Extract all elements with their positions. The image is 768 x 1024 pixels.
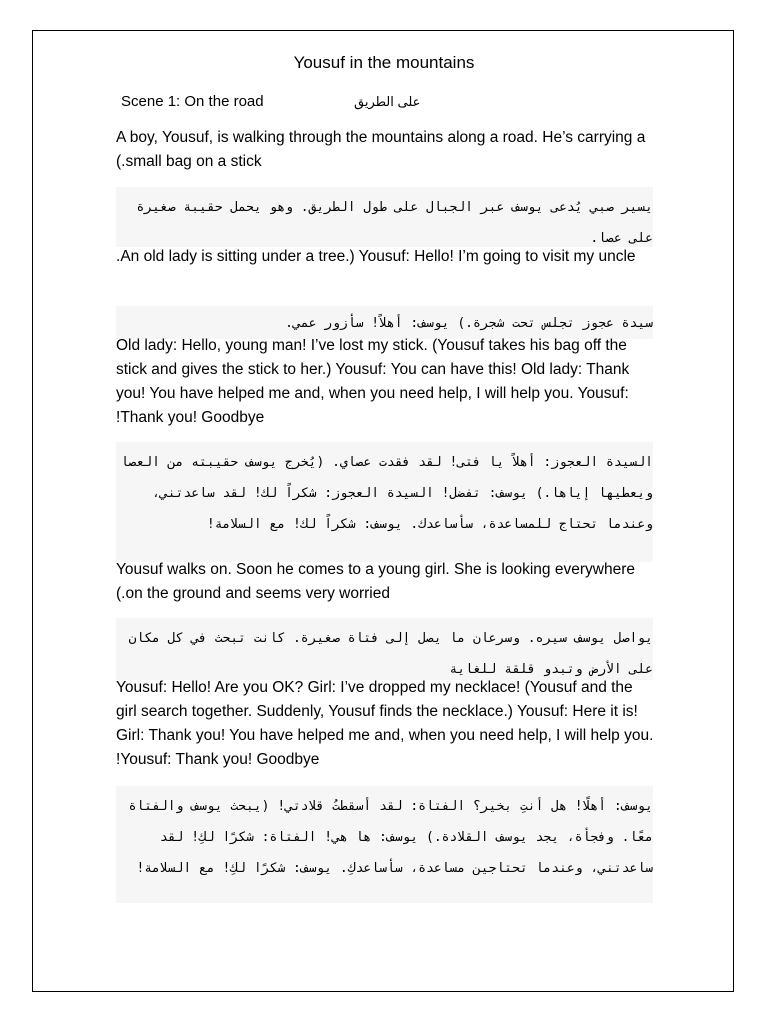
- paragraph-en-5: Yousuf: Hello! Are you OK? Girl: I’ve dropped my necklace! (Yousuf and the girl search together. Suddenly, Yousuf finds the necklace.) Yousuf: Here it is! Girl: Thank you! You have helped me and, when you need help, I will help you. Yousuf: Thank you! Goodbye!: [116, 679, 654, 768]
- paragraph-ar-1: يسير صبي يُدعى يوسف عبر الجبال على طول الطريق. وهو يحمل حقيبة صغيرة على عصا.: [116, 187, 653, 247]
- paragraph-ar-5: يوسف: أهلًا! هل أنتِ بخير؟ الفتاة: لقد أسقطتُ قلادتي! (يبحث يوسف والفتاة معًا. وفجأة، يجد يوسف القلادة.) يوسف: ها هي! الفتاة: شكرًا لكِ! لقد ساعدتني، وعندما تحتاجين مساعدة، سأساعدكِ. يوسف: شكرًا لكِ! مع السلامة!: [116, 786, 653, 903]
- paragraph-en-2: An old lady is sitting under a tree.) Yousuf: Hello! I’m going to visit my uncle.: [116, 248, 636, 265]
- document-title: Yousuf in the mountains: [293, 53, 475, 72]
- paragraph-ar-3: السيدة العجوز: أهلاً يا فتى! لقد فقدت عصاي. (يُخرج يوسف حقيبته من العصا ويعطيها إياها.) يوسف: تفضل! السيدة العجوز: شكراً لك! لقد ساعدتني، وعندما تحتاج للمساعدة، سأساعدك. يوسف: شكراً لك! مع السلامة!: [116, 442, 653, 562]
- paragraph-ar-4: يواصل يوسف سيره. وسرعان ما يصل إلى فتاة صغيرة. كانت تبحث في كل مكان على الأرض وتبدو قلقة للغاية: [116, 618, 653, 680]
- scene-label-ar: على الطريق: [354, 94, 421, 109]
- paragraph-ar-2: سيدة عجوز تجلس تحت شجرة.) يوسف: أهلاً! سأزور عمي.: [116, 306, 653, 339]
- paragraph-en-3: Old lady: Hello, young man! I’ve lost my stick. (Yousuf takes his bag off the stick and gives the stick to her.) Yousuf: You can have this! Old lady: Thank you! You have helped me and, when you need help, I will help you. Yousuf: Thank you! Goodbye!: [116, 337, 630, 426]
- paragraph-en-4: Yousuf walks on. Soon he comes to a young girl. She is looking everywhere on the ground and seems very worried.): [116, 561, 635, 602]
- paragraph-en-1: A boy, Yousuf, is walking through the mountains along a road. He’s carrying a small bag on a stick.): [116, 129, 646, 170]
- scene-label-en: Scene 1: On the road: [121, 93, 264, 110]
